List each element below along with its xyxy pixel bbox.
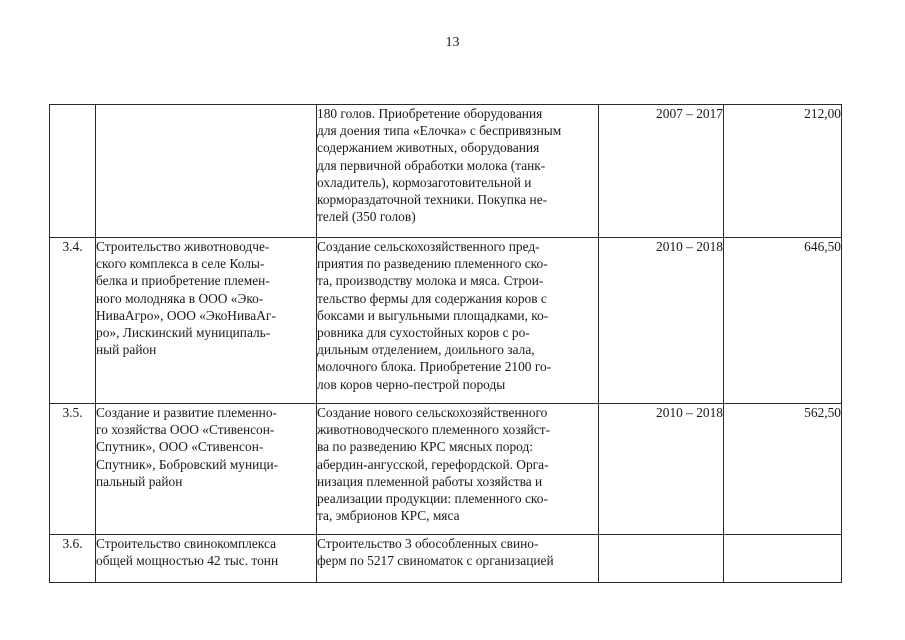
description-line: Создание нового сельскохозяйственного [317,405,548,420]
description-line: содержанием животных, оборудования [317,140,540,156]
table-row [50,535,842,583]
project-name-cell [96,105,317,238]
description-line: ферм по 5217 свиноматок с организацией [317,553,554,569]
description-line: кормораздаточной техники. Покупка не- [317,192,548,208]
row-number: 3.6. [50,535,96,583]
name-line: ный район [96,342,157,358]
name-line: Строительство животноводче- [96,239,270,254]
name-line: ро», Лискинский муниципаль- [96,325,271,341]
project-description-cell [317,535,599,583]
name-line: Спутник», ООО «Стивенсон- [96,439,264,455]
name-line: пальный район [96,473,183,489]
description-line: дильным отделением, доильного зала, [317,342,535,358]
name-line: НиваАгро», ООО «ЭкоНиваАг- [96,307,276,323]
description-line: охладитель), кормозаготовительной и [317,174,532,190]
investment-projects-table [49,104,842,583]
description-line: для доения типа «Елочка» с беспривязным [317,123,562,139]
name-line: го хозяйства ООО «Стивенсон- [96,422,275,438]
table-row [50,404,842,535]
description-line: та, эмбрионов КРС, мяса [317,508,460,524]
table-row [50,238,842,404]
description-line: Создание сельскохозяйственного пред- [317,239,540,254]
description-line: животноводческого племенного хозяйст- [317,422,551,438]
row-number: 3.4. [50,238,96,404]
name-line: ного молодняка в ООО «Эко- [96,290,264,306]
name-line: белка и приобретение племен- [96,273,270,289]
description-line: низация племенной работы хозяйства и [317,473,543,489]
name-line: Создание и развитие племенно- [96,405,277,420]
amount-cell: 562,50 [724,404,842,535]
period-cell [599,535,724,583]
row-number [50,105,96,238]
amount-cell: 646,50 [724,238,842,404]
project-name-cell [96,535,317,583]
description-line: телей (350 голов) [317,209,416,225]
project-name-cell [96,238,317,404]
period-cell: 2007 – 2017 [599,105,724,238]
project-description-cell [317,404,599,535]
table-row [50,105,842,238]
amount-cell [724,535,842,583]
description-line: молочного блока. Приобретение 2100 го- [317,359,552,375]
description-line: та, производству молока и мяса. Строи- [317,273,544,289]
description-line: Строительство 3 обособленных свино- [317,536,539,551]
description-line: реализации продукции: племенного ско- [317,491,548,507]
page-number: 13 [445,35,460,50]
description-line: 180 голов. Приобретение оборудования [317,106,543,121]
description-line: ва по разведению КРС мясных пород: [317,439,534,455]
period-cell: 2010 – 2018 [599,404,724,535]
description-line: лов коров черно-пестрой породы [317,376,506,392]
name-line: ского комплекса в селе Колы- [96,256,265,272]
description-line: абердин-ангусской, герефордской. Орга- [317,456,549,472]
description-line: ровника для сухостойных коров с ро- [317,325,530,341]
project-name-cell [96,404,317,535]
description-line: боксами и выгульными площадками, ко- [317,307,549,323]
name-line: Спутник», Бобровский муници- [96,456,279,472]
description-line: приятия по разведению племенного ско- [317,256,548,272]
description-line: тельство фермы для содержания коров с [317,290,547,306]
project-description-cell [317,105,599,238]
amount-cell: 212,00 [724,105,842,238]
name-line: общей мощностью 42 тыс. тонн [96,553,279,569]
row-number: 3.5. [50,404,96,535]
name-line: Строительство свинокомплекса [96,536,277,551]
period-cell: 2010 – 2018 [599,238,724,404]
description-line: для первичной обработки молока (танк- [317,157,546,173]
project-description-cell [317,238,599,404]
